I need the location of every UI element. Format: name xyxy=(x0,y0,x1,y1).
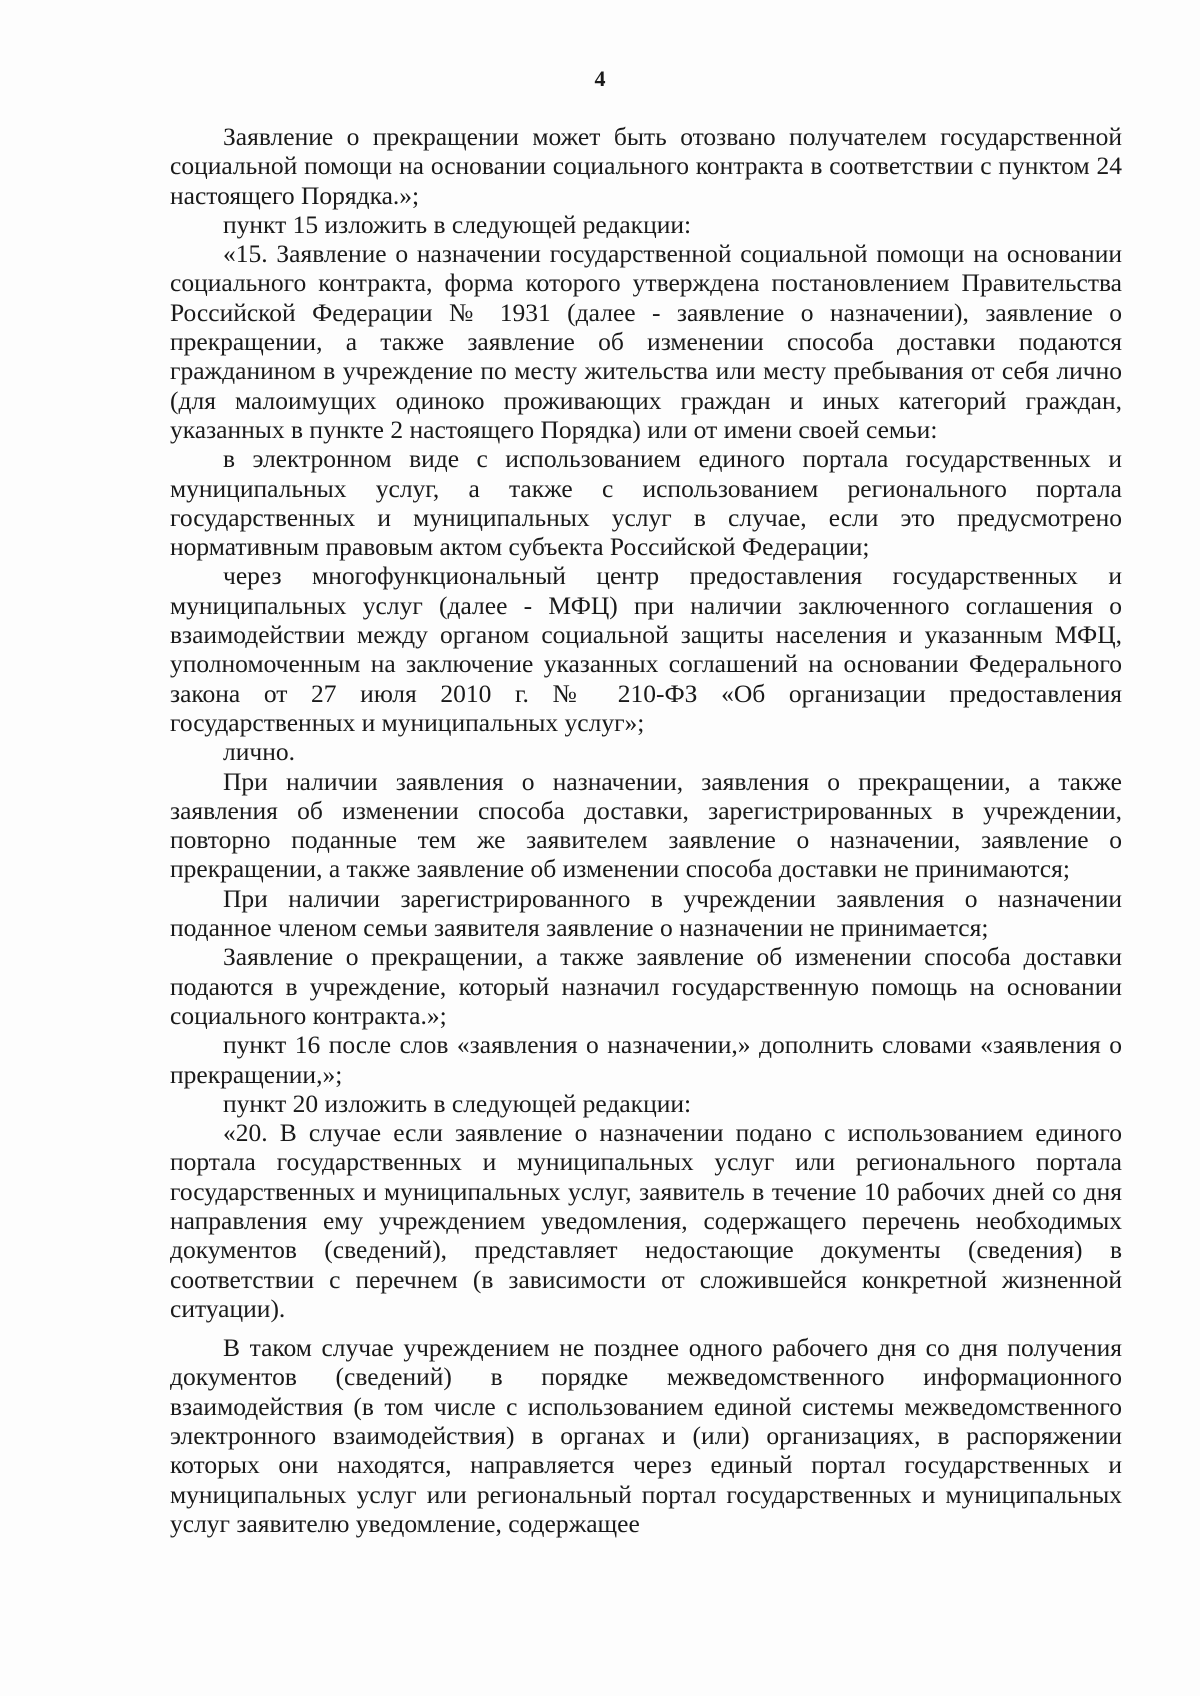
paragraph: Заявление о прекращении, а также заявление об изменении способа доставки подаются в учреждение, который назначил государственную помощь на основании социального контракта.»; xyxy=(170,942,1122,1030)
paragraph: через многофункциональный центр предоставления государственных и муниципальных услуг (далее - МФЦ) при наличии заключенного соглашения о взаимодействии между органом социальной защиты населения и указанным МФЦ, уполномоченным на заключение указанных соглашений на основании Федерального закона от 27 июля 2010 г. № 210-ФЗ «Об организации предоставления государственных и муниципальных услуг»; xyxy=(170,561,1122,737)
paragraph: в электронном виде с использованием единого портала государственных и муниципальных услуг, а также с использованием регионального портала государственных и муниципальных услуг в случае, если это предусмотрено нормативным правовым актом субъекта Российской Федерации; xyxy=(170,444,1122,562)
paragraph: Заявление о прекращении может быть отозвано получателем государственной социальной помощи на основании социального контракта в соответствии с пунктом 24 настоящего Порядка.»; xyxy=(170,122,1122,210)
document-body xyxy=(170,122,1122,1538)
paragraph: пункт 15 изложить в следующей редакции: xyxy=(223,209,692,239)
paragraph: В таком случае учреждением не позднее одного рабочего дня со дня получения документов (сведений) в порядке межведомственного информационного взаимодействия (в том числе с использованием единой системы межведомственного электронного взаимодействия) в органах и (или) организациях, в распоряжении которых они находятся, направляется через единый портал государственных и муниципальных услуг или региональный портал государственных и муниципальных услуг заявителю уведомление, содержащее xyxy=(170,1333,1122,1538)
page-number: 4 xyxy=(594,66,606,91)
paragraph: «20. В случае если заявление о назначении подано с использованием единого портала государственных и муниципальных услуг или регионального портала государственных и муниципальных услуг, заявитель в течение 10 рабочих дней со дня направления ему учреждением уведомления, содержащего перечень необходимых документов (сведений), представляет недостающие документы (сведения) в соответствии с перечнем (в зависимости от сложившейся конкретной жизненной ситуации). xyxy=(170,1118,1122,1323)
paragraph: пункт 16 после слов «заявления о назначении,» дополнить словами «заявления о прекращении,»; xyxy=(170,1030,1122,1089)
paragraph: «15. Заявление о назначении государственной социальной помощи на основании социального контракта, форма которого утверждена постановлением Правительства Российской Федерации № 1931 (далее - заявление о назначении), заявление о прекращении, а также заявление об изменении способа доставки подаются гражданином в учреждение по месту жительства или месту пребывания от себя лично (для малоимущих одиноко проживающих граждан и иных категорий граждан, указанных в пункте 2 настоящего Порядка) или от имени своей семьи: xyxy=(170,239,1122,444)
paragraph: При наличии заявления о назначении, заявления о прекращении, а также заявления об изменении способа доставки, зарегистрированных в учреждении, повторно поданные тем же заявителем заявление о назначении, заявление о прекращении, а также заявление об изменении способа доставки не принимаются; xyxy=(170,766,1122,884)
paragraph: При наличии зарегистрированного в учреждении заявления о назначении поданное членом семьи заявителя заявление о назначении не принимается; xyxy=(170,883,1122,943)
paragraph: лично. xyxy=(223,737,295,767)
paragraph: пункт 20 изложить в следующей редакции: xyxy=(223,1088,692,1118)
